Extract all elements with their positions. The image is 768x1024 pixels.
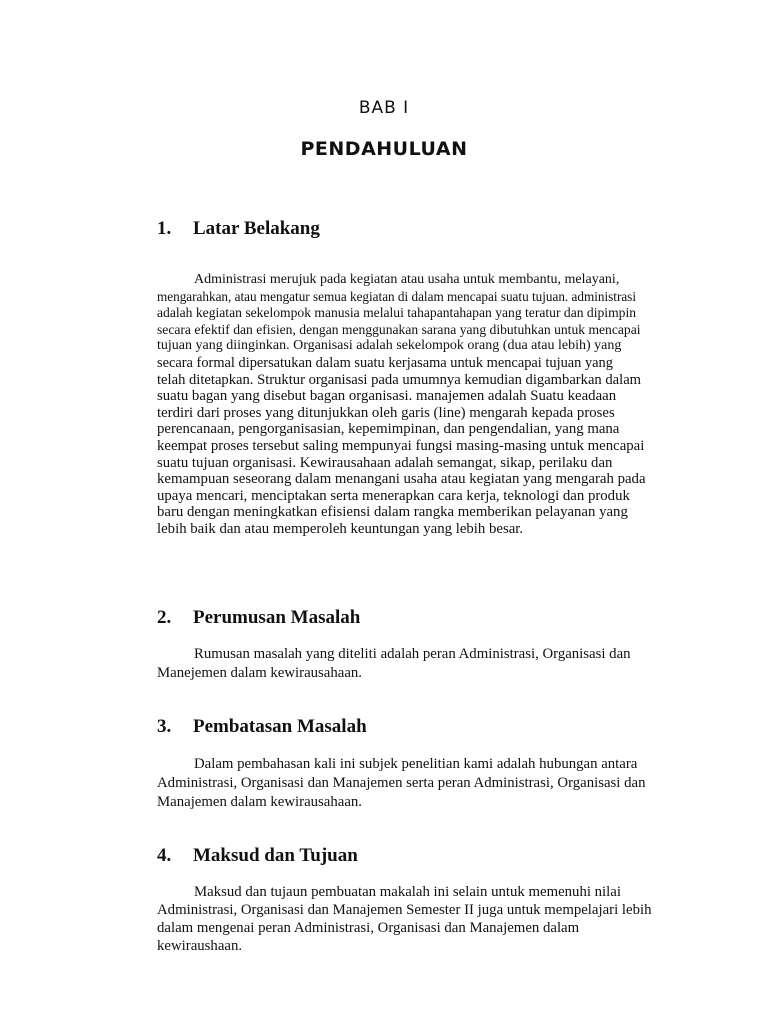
section-number: 4. [157, 845, 172, 866]
paragraph-line: baru dengan meningkatkan efisiensi dalam rangka memberikan pelayanan yang [157, 504, 628, 521]
paragraph-line: mengarahkan, atau mengatur semua kegiatan di dalam mencapai suatu tujuan. administrasi [157, 288, 636, 304]
section-heading-latar-belakang [157, 218, 320, 240]
chapter-number: BAB I [358, 98, 410, 118]
section-heading-maksud-dan-tujuan [157, 845, 358, 867]
paragraph-line: secara efektif dan efisien, dengan menggunakan sarana yang dibutuhkan untuk mencapai [157, 321, 641, 337]
paragraph-line: suatu tujuan organisasi. Kewirausahaan adalah semangat, sikap, perilaku dan [157, 454, 613, 471]
paragraph-pembatasan-masalah [157, 755, 677, 812]
paragraph-line: upaya mencari, menciptakan serta menerapkan cara kerja, teknologi dan produk [157, 487, 630, 504]
paragraph-line: kemampuan seseorang dalam menangani usaha atau kegiatan yang mengarah pada [157, 471, 646, 488]
paragraph-perumusan-masalah [157, 645, 677, 683]
paragraph-line: Manajemen dalam kewirausahaan. [157, 794, 363, 810]
paragraph-line: adalah kegiatan sekelompok manusia melalui tahapantahapan yang teratur dan dipimpin [157, 305, 637, 321]
paragraph-line: Administrasi, Organisasi dan Manajemen serta peran Administrasi, Organisasi dan [157, 775, 646, 791]
section-number: 1. [157, 218, 172, 239]
section-title: Pembatasan Masalah [193, 716, 367, 737]
paragraph-line: Rumusan masalah yang diteliti adalah peran Administrasi, Organisasi dan [194, 646, 631, 662]
paragraph-line: Administrasi merujuk pada kegiatan atau usaha untuk membantu, melayani, [194, 272, 620, 287]
paragraph-line: secara formal dipersatukan dalam suatu kerjasama untuk mencapai tujuan yang [157, 354, 613, 371]
paragraph-line: Administrasi, Organisasi dan Manajemen Semester II juga untuk mempelajari lebih [157, 902, 652, 918]
paragraph-latar-belakang [157, 272, 677, 538]
paragraph-line: tujuan yang diinginkan. Organisasi adalah sekelompok orang (dua atau lebih) yang [157, 338, 622, 354]
paragraph-line: keempat proses tersebut saling mempunyai fungsi masing-masing untuk mencapai [157, 437, 645, 454]
paragraph-line: dalam mengenai peran Administrasi, Organisasi dan Manajemen dalam [157, 920, 580, 936]
section-title: Perumusan Masalah [193, 607, 361, 628]
chapter-title: PENDAHULUAN [300, 138, 468, 160]
section-title: Latar Belakang [193, 218, 320, 239]
paragraph-maksud-dan-tujuan [157, 883, 677, 955]
paragraph-line: lebih baik dan atau memperoleh keuntungan yang lebih besar. [157, 520, 524, 537]
section-number: 2. [157, 607, 172, 628]
paragraph-line: Dalam pembahasan kali ini subjek penelitian kami adalah hubungan antara [194, 756, 638, 772]
paragraph-line: kewiraushaan. [157, 938, 243, 954]
paragraph-line: Manejemen dalam kewirausahaan. [157, 665, 363, 681]
paragraph-line: suatu bagan yang disebut bagan organisasi. manajemen adalah Suatu keadaan [157, 388, 617, 405]
section-title: Maksud dan Tujuan [193, 845, 358, 866]
section-heading-pembatasan-masalah [157, 716, 367, 738]
paragraph-line: Maksud dan tujaun pembuatan makalah ini selain untuk memenuhi nilai [194, 884, 621, 900]
paragraph-line: terdiri dari proses yang ditunjukkan oleh garis (line) mengarah kepada proses [157, 404, 615, 421]
paragraph-line: perencanaan, pengorganisasian, kepemimpinan, dan pengendalian, yang mana [157, 421, 620, 438]
section-number: 3. [157, 716, 172, 737]
section-heading-perumusan-masalah [157, 607, 360, 629]
paragraph-line: telah ditetapkan. Struktur organisasi pada umumnya kemudian digambarkan dalam [157, 371, 642, 388]
